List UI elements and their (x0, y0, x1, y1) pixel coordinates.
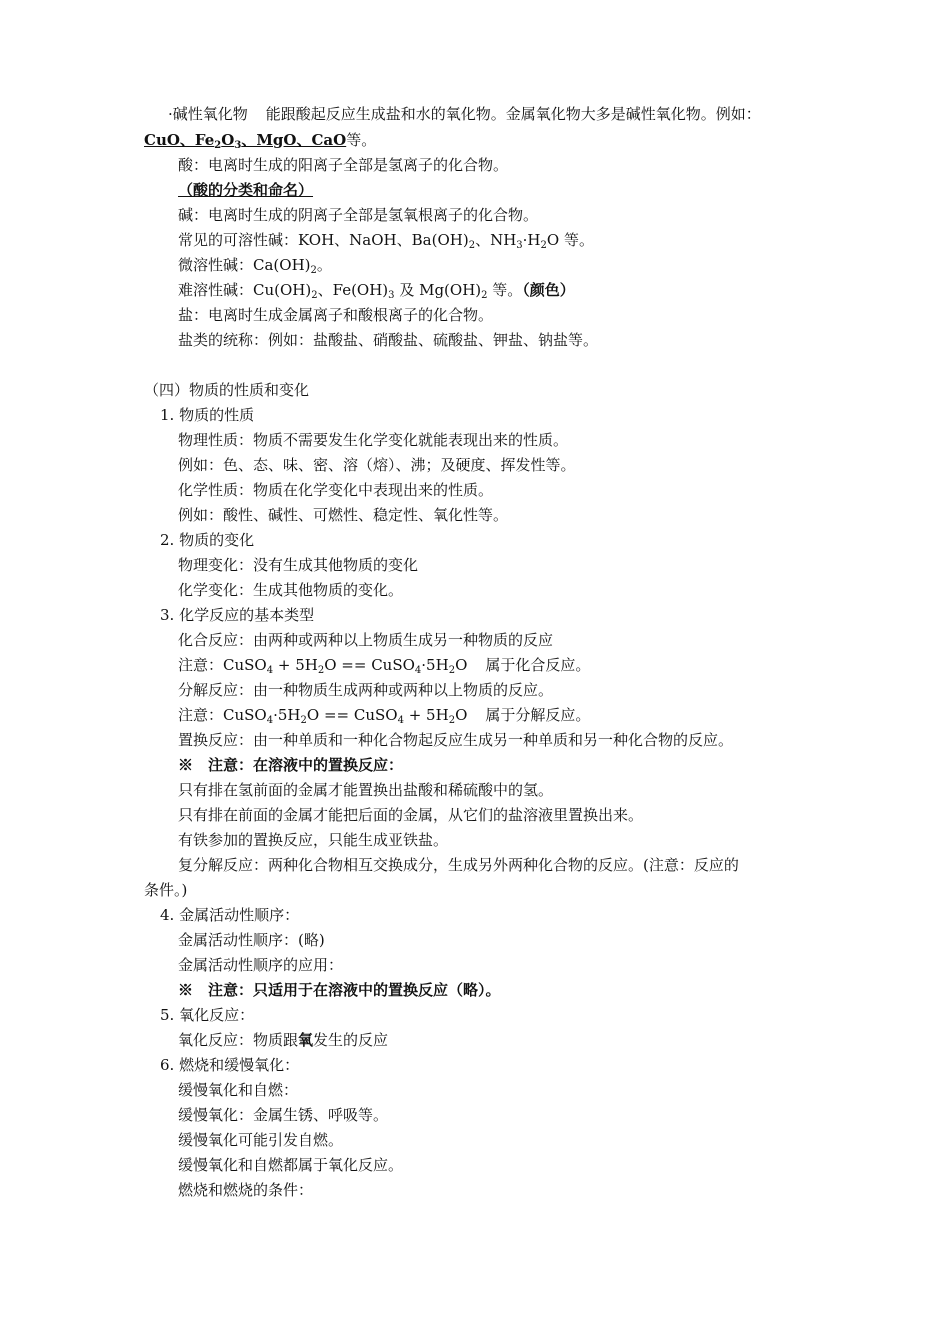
physical-property: 物理性质：物质不需要发生化学变化就能表现出来的性质。 (178, 431, 569, 449)
salt-definition: 盐：电离时生成金属离子和酸根离子的化合物。 (178, 306, 494, 324)
displacement-rule-3: 有铁参加的置换反应，只能生成亚铁盐。 (178, 831, 449, 849)
combustion-line-1: 缓慢氧化和自燃： (178, 1081, 299, 1099)
double-decomposition: 复分解反应：两种化合物相互交换成分，生成另外两种化合物的反应。(注意：反应的 (178, 856, 739, 874)
chemical-property: 化学性质：物质在化学变化中表现出来的性质。 (178, 481, 494, 499)
physical-property-example: 例如：色、态、味、密、溶（熔）、沸；及硬度、挥发性等。 (178, 456, 576, 474)
subsection-3-title: 3. 化学反应的基本类型 (160, 606, 315, 624)
displacement-rule-1: 只有排在氢前面的金属才能置换出盐酸和稀硫酸中的氢。 (178, 781, 554, 799)
subsection-1-title: 1. 物质的性质 (160, 406, 255, 424)
activity-series-application: 金属活动性顺序的应用： (178, 956, 344, 974)
subsection-4-title: 4. 金属活动性顺序： (160, 906, 300, 924)
activity-series-warning: ※ 注意：只适用于在溶液中的置换反应（略）。 (178, 981, 501, 999)
decomposition-note: 注意：$CuSO_4\cdot 5H_2O$ == CuSO$_4$ + $5H_2O$ 属于分解反应。 (178, 706, 591, 726)
salt-common-names: 盐类的统称：例如：盐酸盐、硝酸盐、硫酸盐、钾盐、钠盐等。 (178, 331, 599, 349)
decomposition-reaction: 分解反应：由一种物质生成两种或两种以上物质的反应。 (178, 681, 554, 699)
soluble-bases: 常见的可溶性碱：KOH、NaOH、$Ba(OH)_2$、$NH_3\cdot H_2O$ 等。 (178, 231, 594, 251)
basic-oxide-line (168, 104, 761, 124)
section-title: （四）物质的性质和变化 (144, 381, 310, 399)
base-definition: 碱：电离时生成的阴离子全部是氢氧根离子的化合物。 (178, 206, 539, 224)
combustion-line-4: 缓慢氧化和自燃都属于氧化反应。 (178, 1156, 404, 1174)
displacement-warning: ※ 注意：在溶液中的置换反应： (178, 756, 404, 774)
basic-oxide-term: ·碱性氧化物 (168, 105, 248, 123)
displacement-reaction: 置换反应：由一种单质和一种化合物起反应生成另一种单质和另一种化合物的反应。 (178, 731, 734, 749)
chemical-property-example: 例如：酸性、碱性、可燃性、稳定性、氧化性等。 (178, 506, 509, 524)
oxidation-definition: 氧化反应：物质跟氧发生的反应 (178, 1031, 389, 1049)
basic-oxide-examples-line (144, 130, 376, 150)
basic-oxide-suffix: 等。 (346, 131, 377, 149)
activity-series: 金属活动性顺序：(略) (178, 931, 325, 949)
color-note: （颜色） (522, 281, 575, 299)
insoluble-bases: 难溶性碱：$Cu(OH)_2$、$Fe(OH)_3$ 及 $Mg(OH)_2$ 等。（颜色） (178, 281, 575, 301)
subsection-2-title: 2. 物质的变化 (160, 531, 255, 549)
basic-oxide-examples: CuO、$Fe_2O_3$、MgO、CaO (144, 131, 347, 151)
subsection-6-title: 6. 燃烧和缓慢氧化： (160, 1056, 300, 1074)
acid-classification-link[interactable]: （酸的分类和命名） (178, 181, 314, 199)
combustion-line-5: 燃烧和燃烧的条件： (178, 1181, 314, 1199)
combination-reaction: 化合反应：由两种或两种以上物质生成另一种物质的反应 (178, 631, 554, 649)
displacement-rule-2: 只有排在前面的金属才能把后面的金属，从它们的盐溶液里置换出来。 (178, 806, 644, 824)
slightly-soluble-bases: 微溶性碱：$Ca(OH)_2$。 (178, 256, 332, 276)
combination-note: 注意：CuSO$_4$ + $5H_2O$ == $CuSO_4\cdot 5H_2O$ 属于化合反应。 (178, 656, 591, 676)
combustion-line-3: 缓慢氧化可能引发自燃。 (178, 1131, 344, 1149)
combustion-line-2: 缓慢氧化：金属生锈、呼吸等。 (178, 1106, 389, 1124)
chemical-change: 化学变化：生成其他物质的变化。 (178, 581, 404, 599)
basic-oxide-definition: 能跟酸起反应生成盐和水的氧化物。金属氧化物大多是碱性氧化物。例如： (265, 105, 761, 123)
subsection-5-title: 5. 氧化反应： (160, 1006, 255, 1024)
acid-definition: 酸：电离时生成的阳离子全部是氢离子的化合物。 (178, 156, 509, 174)
double-decomposition-cont: 条件。) (144, 881, 188, 899)
physical-change: 物理变化：没有生成其他物质的变化 (178, 556, 419, 574)
